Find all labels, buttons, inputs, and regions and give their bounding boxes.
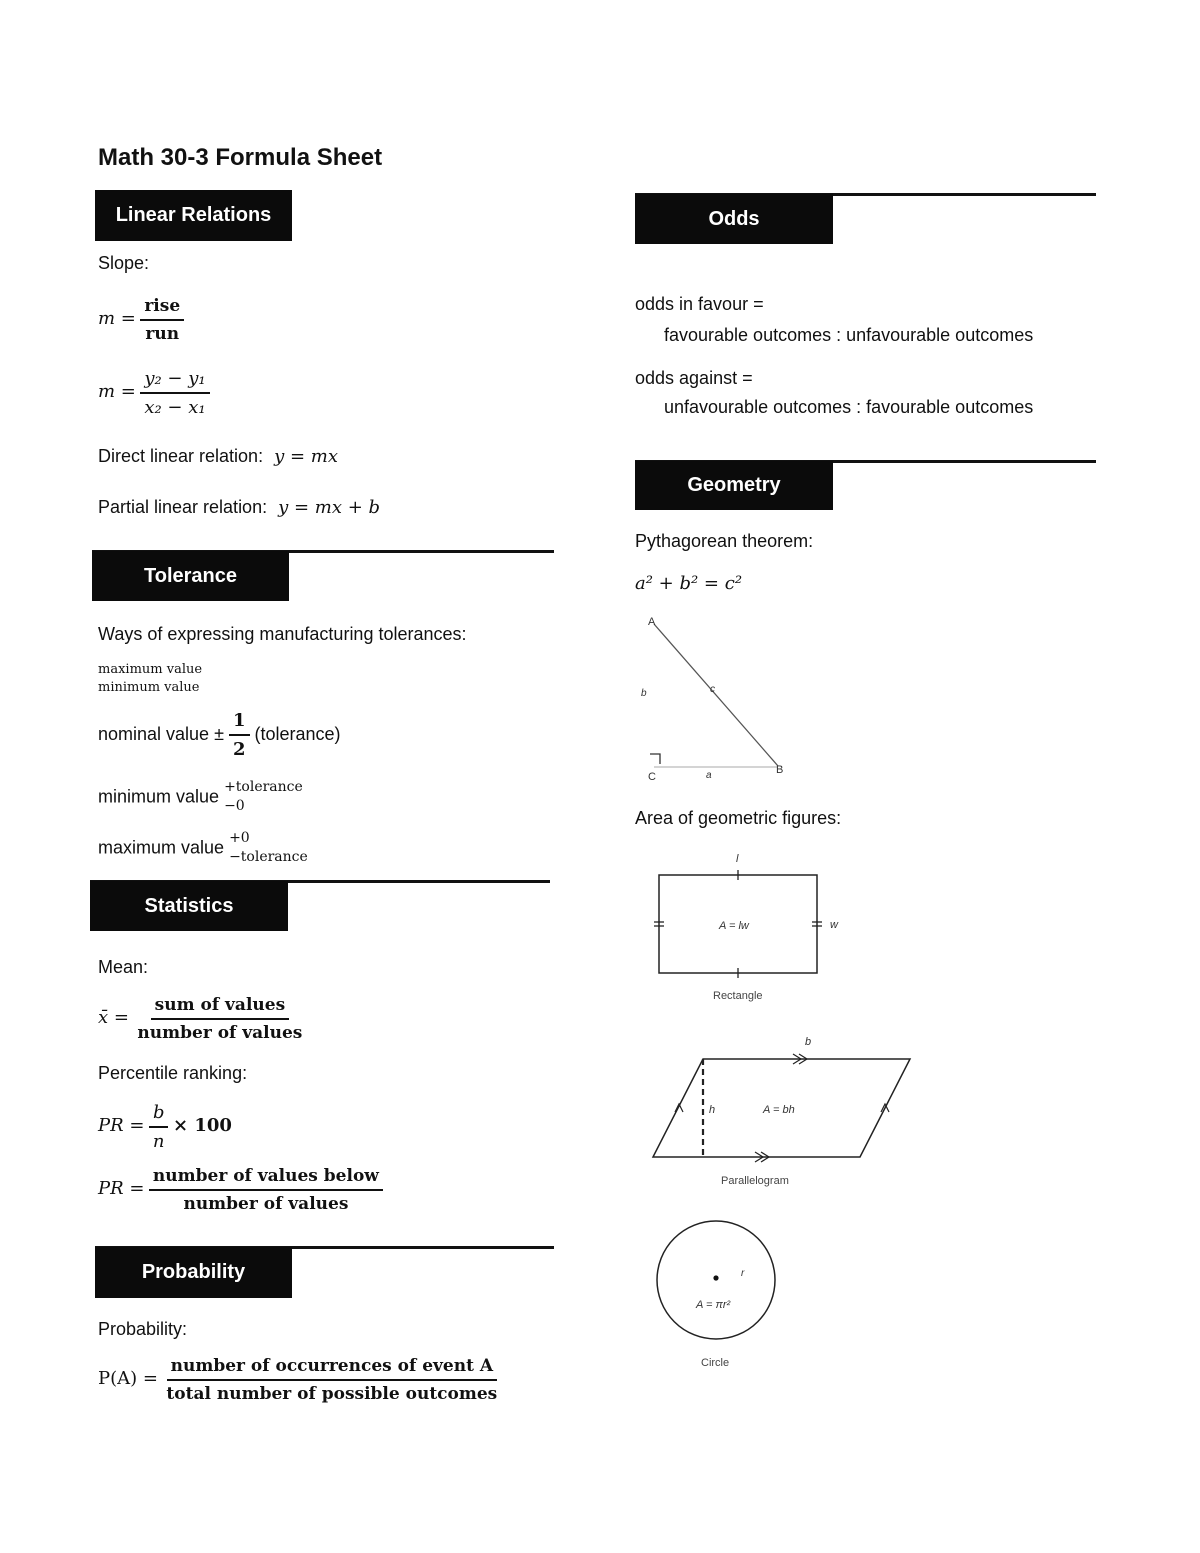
slope-two-point-formula bbox=[98, 368, 210, 418]
fraction-numerator: b bbox=[149, 1102, 169, 1128]
linear-relations-header-label: Linear Relations bbox=[115, 204, 272, 226]
direct-linear-formula: y = mx bbox=[274, 446, 339, 467]
rectangle-caption: Rectangle bbox=[713, 990, 763, 1002]
direct-linear-label: Direct linear relation: bbox=[98, 446, 264, 466]
right-angle-marker bbox=[650, 754, 660, 764]
vertex-b-label: B bbox=[776, 764, 784, 776]
side-a-label: a bbox=[706, 770, 712, 781]
odds-favour-label: odds in favour = bbox=[635, 294, 764, 314]
rectangle-area-formula: A = lw bbox=[719, 920, 749, 932]
probability-lhs: P(A) = bbox=[98, 1368, 158, 1390]
partial-linear-formula: y = mx + b bbox=[278, 497, 381, 518]
side-c-label: c bbox=[710, 684, 715, 695]
values-below-fraction bbox=[149, 1166, 383, 1214]
circle-area-formula: A = πr² bbox=[696, 1299, 731, 1311]
max-bottom: −tolerance bbox=[229, 849, 308, 865]
pr-suffix: × 100 bbox=[172, 1115, 232, 1137]
direct-linear-relation bbox=[98, 446, 338, 467]
pr-lhs: PR = bbox=[98, 1178, 145, 1200]
parallelogram-caption: Parallelogram bbox=[721, 1175, 789, 1187]
odds-against-formula: unfavourable outcomes : favourable outcomes bbox=[664, 397, 1034, 417]
percentile-formula-2 bbox=[98, 1166, 383, 1214]
slope-label: Slope: bbox=[98, 253, 150, 273]
min-label: minimum value bbox=[98, 786, 220, 807]
partial-linear-label: Partial linear relation: bbox=[98, 497, 268, 517]
circle-diagram bbox=[645, 1210, 795, 1375]
probability-fraction bbox=[162, 1356, 501, 1404]
parallelogram-diagram bbox=[645, 1030, 920, 1190]
center-point bbox=[713, 1275, 718, 1280]
odds-against-label: odds against = bbox=[635, 368, 753, 388]
side-b-label: b bbox=[641, 688, 647, 699]
fraction-denominator: run bbox=[145, 324, 180, 344]
fraction-numerator: number of values below bbox=[149, 1166, 383, 1191]
parallelogram-area-formula: A = bh bbox=[763, 1104, 795, 1116]
slope-rise-run-formula bbox=[98, 296, 184, 344]
pythagorean-formula: a² + b² = c² bbox=[635, 573, 743, 594]
max-tolerance-stack bbox=[229, 829, 308, 867]
fraction-numerator: rise bbox=[140, 296, 184, 321]
vertex-c-label: C bbox=[648, 771, 656, 783]
nominal-value-formula bbox=[98, 710, 341, 760]
page-title: Math 30-3 Formula Sheet bbox=[98, 144, 383, 171]
side-arrow-mark bbox=[675, 1104, 683, 1112]
geometry-header bbox=[635, 461, 833, 510]
min-tolerance-stack bbox=[224, 778, 303, 816]
probability-header-label: Probability bbox=[141, 1261, 246, 1283]
fraction-denominator: number of values bbox=[137, 1023, 303, 1043]
maximum-value-formula bbox=[98, 829, 308, 867]
rectangle-diagram bbox=[645, 848, 855, 1008]
nominal-suffix: (tolerance) bbox=[254, 723, 341, 744]
mean-formula bbox=[98, 995, 306, 1043]
tolerance-intro: Ways of expressing manufacturing tolerances: bbox=[98, 624, 467, 644]
linear-relations-header bbox=[95, 190, 292, 241]
hypotenuse-line bbox=[654, 624, 778, 766]
fraction-denominator: 2 bbox=[232, 739, 246, 760]
percentile-label: Percentile ranking: bbox=[98, 1063, 248, 1083]
nominal-label: nominal value ± bbox=[98, 723, 224, 744]
mean-label: Mean: bbox=[98, 957, 149, 977]
fraction-denominator: n bbox=[152, 1131, 165, 1152]
radius-label: r bbox=[741, 1268, 745, 1279]
fraction-numerator: number of occurrences of event A bbox=[167, 1356, 497, 1381]
tolerance-header-label: Tolerance bbox=[144, 564, 237, 587]
base-label: b bbox=[805, 1036, 812, 1048]
max-top: +0 bbox=[229, 830, 250, 846]
statistics-header bbox=[90, 881, 288, 931]
maximum-value-text: maximum value bbox=[98, 662, 203, 677]
slope-lhs: m = bbox=[98, 381, 136, 403]
odds-header-label: Odds bbox=[708, 207, 760, 230]
pythagorean-label: Pythagorean theorem: bbox=[635, 531, 814, 551]
probability-label: Probability: bbox=[98, 1319, 188, 1339]
length-label: l bbox=[736, 853, 739, 865]
mean-fraction bbox=[133, 995, 306, 1043]
max-min-values bbox=[98, 661, 202, 697]
geometry-header-label: Geometry bbox=[687, 474, 781, 496]
statistics-header-label: Statistics bbox=[144, 894, 234, 917]
pr-lhs: PR = bbox=[98, 1115, 145, 1137]
mean-lhs: x̄ = bbox=[98, 1007, 129, 1029]
fraction-denominator: number of values bbox=[183, 1194, 349, 1214]
two-point-fraction bbox=[140, 368, 209, 418]
vertex-a-label: A bbox=[648, 616, 656, 628]
probability-header bbox=[95, 1247, 292, 1298]
tolerance-header bbox=[92, 551, 289, 601]
circle-caption: Circle bbox=[701, 1357, 730, 1369]
max-label: maximum value bbox=[98, 837, 225, 858]
minimum-value-text: minimum value bbox=[98, 680, 200, 695]
partial-linear-relation bbox=[98, 497, 380, 518]
fraction-denominator: x₂ − x₁ bbox=[144, 397, 206, 418]
odds-header bbox=[635, 194, 833, 244]
slope-lhs: m = bbox=[98, 308, 136, 330]
fraction-denominator: total number of possible outcomes bbox=[166, 1384, 498, 1404]
b-over-n-fraction bbox=[149, 1102, 169, 1152]
rise-over-run-fraction bbox=[140, 296, 184, 344]
probability-formula bbox=[98, 1356, 501, 1404]
fraction-numerator: 1 bbox=[229, 710, 250, 736]
fraction-numerator: y₂ − y₁ bbox=[140, 368, 209, 394]
fraction-numerator: sum of values bbox=[151, 995, 290, 1020]
min-top: +tolerance bbox=[224, 779, 303, 795]
minimum-value-formula bbox=[98, 778, 303, 816]
width-label: w bbox=[830, 919, 838, 931]
area-figures-label: Area of geometric figures: bbox=[635, 808, 842, 828]
odds-favour-formula: favourable outcomes : unfavourable outcomes bbox=[664, 325, 1034, 345]
percentile-formula-1 bbox=[98, 1102, 232, 1152]
min-bottom: −0 bbox=[224, 798, 245, 814]
right-triangle-diagram bbox=[630, 608, 800, 788]
height-label: h bbox=[709, 1104, 716, 1116]
one-half-fraction bbox=[229, 710, 250, 760]
